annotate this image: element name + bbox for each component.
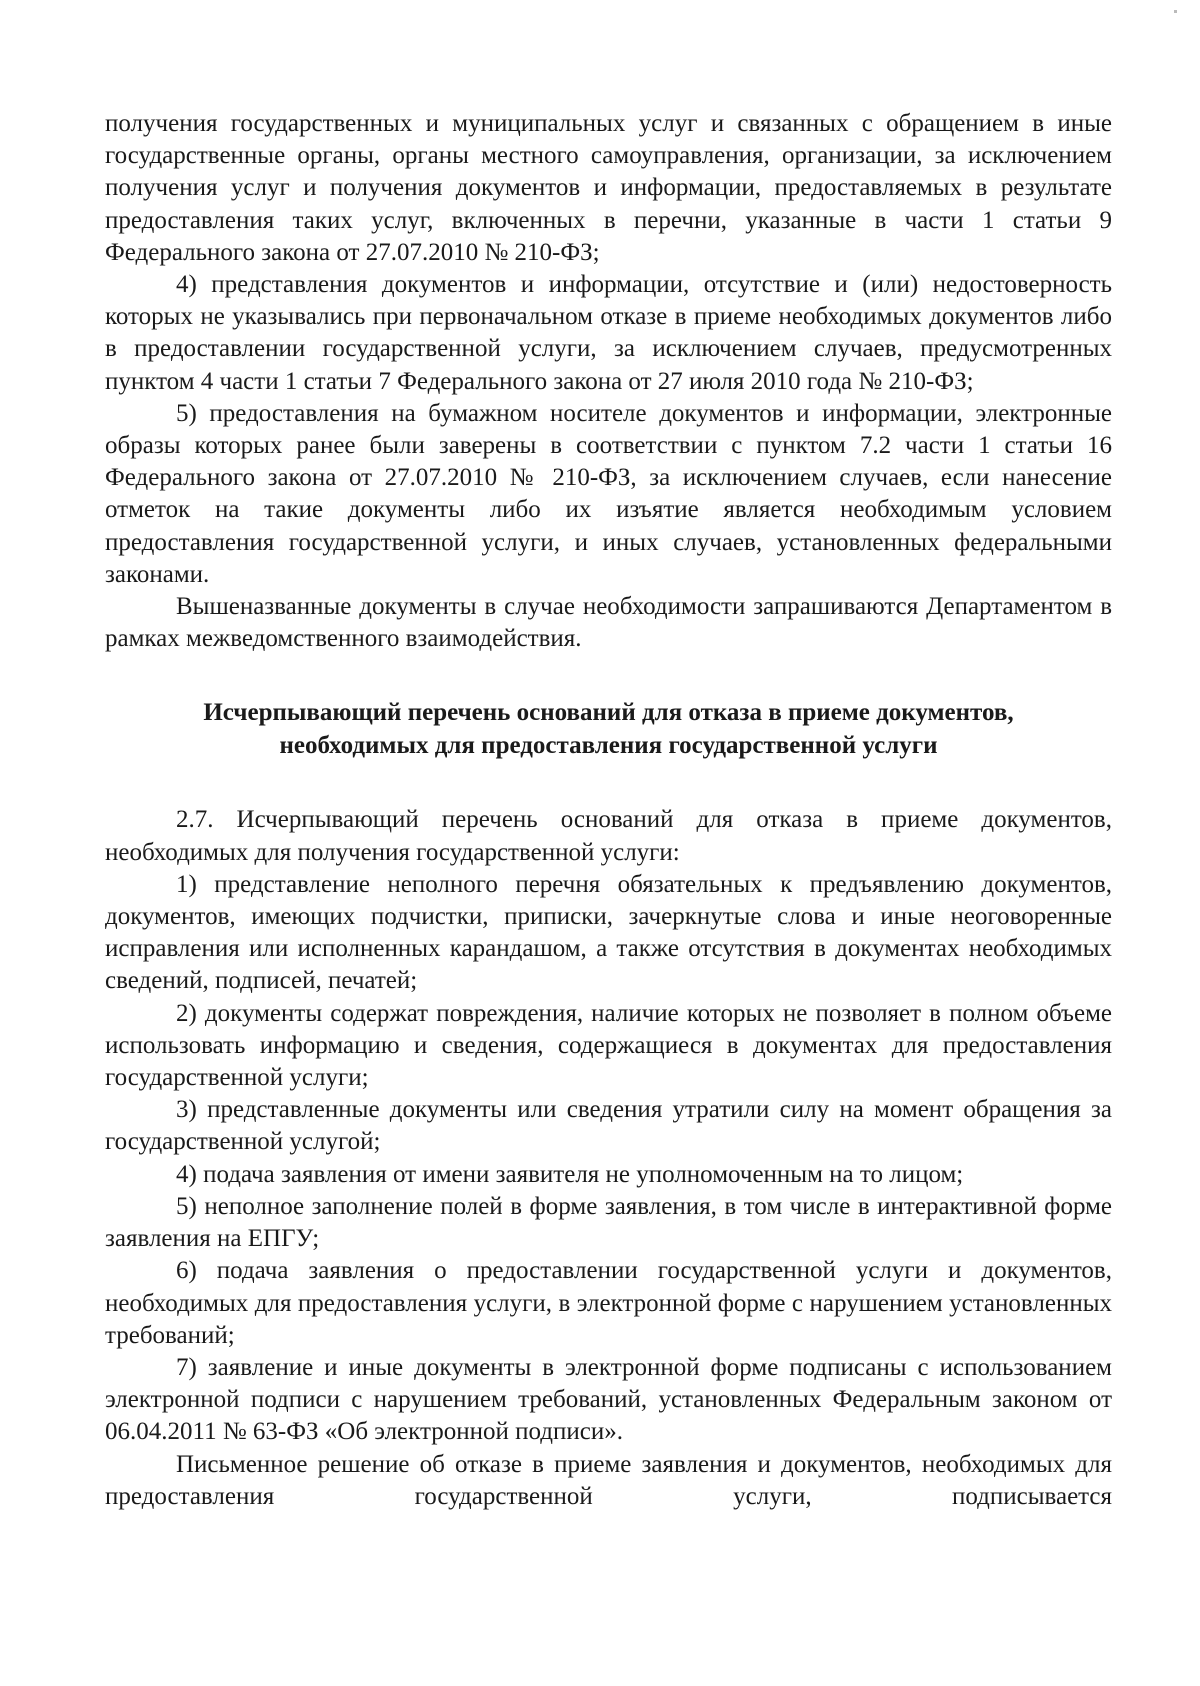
paragraph-continuation: получения государственных и муниципальных услуг и связанных с обращением в иные государственные органы, органы местного самоуправления, организации, за исключением получения услуг и получения документов и информации, предоставляемых в результате предоставления таких услуг, включенных в перечни, указанные в части 1 статьи 9 Федерального закона от 27.07.2010 № 210-ФЗ; — [105, 110, 1112, 266]
paragraph-written-decision: Письменное решение об отказе в приеме заявления и документов, необходимых для предоставления государственной услуги, подписывается — [105, 1450, 1112, 1510]
paragraph-interagency-request: Вышеназванные документы в случае необходимости запрашиваются Департаментом в рамках межведомственного взаимодействия. — [105, 593, 1112, 653]
list-item-1: 1) представление неполного перечня обязательных к предъявлению документов, документов, имеющих подчистки, приписки, зачеркнутые слова и иные неоговоренные исправления или исполненных карандашом, а также отсутствия в документах необходимых сведений, подписей, печатей; — [105, 870, 1112, 995]
list-item-7: 7) заявление и иные документы в электронной форме подписаны с использованием электронной подписи с нарушением требований, установленных Федеральным законом от 06.04.2011 № 63-ФЗ «Об электронной подписи». — [105, 1353, 1112, 1446]
list-item-3: 3) представленные документы или сведения утратили силу на момент обращения за государственной услугой; — [105, 1096, 1112, 1156]
list-item-4: 4) подача заявления от имени заявителя не уполномоченным на то лицом; — [176, 1160, 964, 1188]
section-heading-line-1: Исчерпывающий перечень оснований для отказа в приеме документов, — [203, 699, 1014, 727]
paragraph-item-4: 4) представления документов и информации, отсутствие и (или) недостоверность которых не указывались при первоначальном отказе в приеме необходимых документов либо в предоставлении государственной услуги, за исключением случаев, предусмотренных пунктом 4 части 1 статьи 7 Федерального закона от 27 июля 2010 года № 210-ФЗ; — [105, 271, 1112, 395]
document-body — [105, 108, 1112, 1513]
section-heading — [105, 696, 1112, 762]
list-item-6: 6) подача заявления о предоставлении государственной услуги и документов, необходимых для предоставления услуги, в электронной форме с нарушением установленных требований; — [105, 1257, 1112, 1349]
list-item-5: 5) неполное заполнение полей в форме заявления, в том числе в интерактивной форме заявления на ЕПГУ; — [105, 1192, 1112, 1253]
list-item-2: 2) документы содержат повреждения, наличие которых не позволяет в полном объеме использовать информацию и сведения, содержащиеся в документах для предоставления государственной услуги; — [105, 999, 1112, 1092]
scan-speck — [1174, 10, 1177, 13]
section-heading-line-2: необходимых для предоставления государственной услуги — [279, 732, 938, 760]
paragraph-clause-2-7: 2.7. Исчерпывающий перечень оснований для отказа в приеме документов, необходимых для получения государственной услуги: — [105, 806, 1112, 866]
paragraph-item-5: 5) предоставления на бумажном носителе документов и информации, электронные образы которых ранее были заверены в соответствии с пунктом 7.2 части 1 статьи 16 Федерального закона от 27.07.2010 № 210-ФЗ, за исключением случаев, если нанесение отметок на такие документы либо их изъятие является необходимым условием предоставления государственной услуги, и иных случаев, установленных федеральными законами. — [105, 399, 1112, 588]
